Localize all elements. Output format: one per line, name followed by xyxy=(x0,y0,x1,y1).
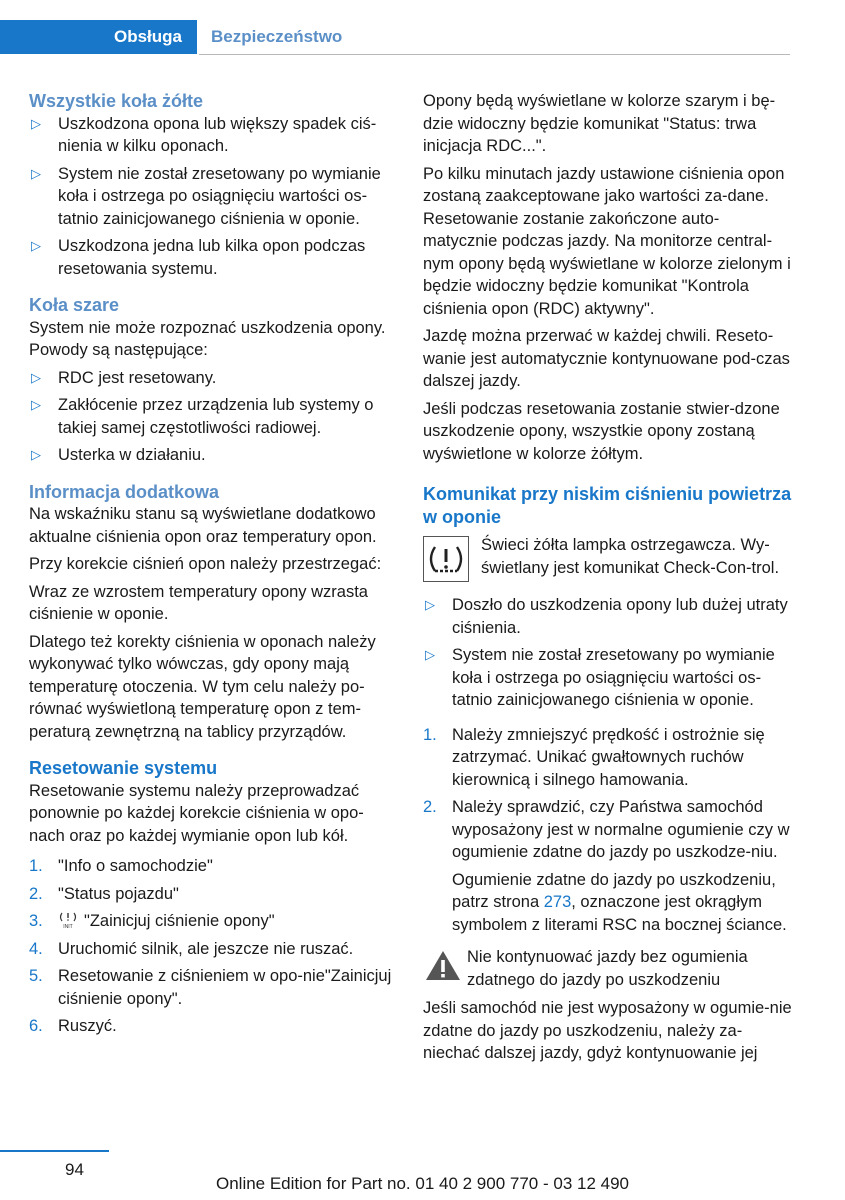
list-item-text: Należy sprawdzić, czy Państwa samochód wyposażony jest w normalne ogumienie czy w ogumienie zdatne do jazdy po uszkodze-niu. xyxy=(452,798,790,861)
warning-text: Nie kontynuować jazdy bez ogumienia zdatnego do jazdy po uszkodzeniu xyxy=(467,948,748,989)
list-item-text: Zakłócenie przez urządzenia lub systemy o takiej samej częstotliwości radiowej. xyxy=(58,396,374,437)
paragraph: Na wskaźniku stanu są wyświetlane dodatkowo aktualne ciśnienia opon oraz temperatury opon. xyxy=(29,505,377,546)
list-item xyxy=(423,796,793,864)
list-all-yellow xyxy=(29,113,399,281)
list-item-text: Uszkodzona opona lub większy spadek ciś- nienia w kilku oponach. xyxy=(58,114,377,155)
header-tab-bezpieczenstwo[interactable]: Bezpieczeństwo xyxy=(199,20,790,55)
footer-accent-line xyxy=(0,1150,109,1152)
paragraph: Jazdę można przerwać w każdej chwili. Reseto-wanie jest automatycznie kontynuowane pod-czas dalszej jazdy. xyxy=(423,327,790,390)
list-grey-wheels xyxy=(29,367,399,467)
list-item xyxy=(29,938,399,961)
list-item xyxy=(29,163,399,231)
list-item xyxy=(423,644,793,712)
list-item-text: RDC jest resetowany. xyxy=(58,368,217,387)
list-item xyxy=(29,113,399,158)
page-number: 94 xyxy=(65,1160,84,1179)
warning-triangle-icon xyxy=(423,946,463,986)
list-item xyxy=(29,965,399,1010)
step-number: 1. xyxy=(29,857,43,875)
triangle-bullet-icon: ▷ xyxy=(31,238,41,253)
paragraph: Wraz ze wzrostem temperatury opony wzrasta ciśnienie w oponie. xyxy=(29,582,368,623)
list-item-text: "Status pojazdu" xyxy=(58,884,179,903)
list-item xyxy=(29,444,399,467)
section-title-system-reset: Resetowanie systemu xyxy=(29,758,218,778)
numbered-list-low-pressure-steps xyxy=(423,724,793,864)
list-item-text: Uruchomić silnik, ale jeszcze nie ruszać. xyxy=(58,939,354,958)
list-low-pressure-causes xyxy=(423,594,793,712)
list-item xyxy=(29,367,399,390)
step-number: 1. xyxy=(423,725,437,744)
section-title-grey-wheels: Koła szare xyxy=(29,295,120,315)
list-item xyxy=(29,855,399,878)
list-item xyxy=(29,394,399,439)
paragraph xyxy=(423,869,793,937)
warning-note xyxy=(423,946,793,991)
triangle-bullet-icon: ▷ xyxy=(425,647,435,662)
numbered-list-reset-steps xyxy=(29,855,399,1038)
warning-lamp-text: Świeci żółta lampka ostrzegawcza. Wy-świetlany jest komunikat Check-Con-trol. xyxy=(481,536,780,577)
paragraph: System nie może rozpoznać uszkodzenia opony. Powody są następujące: xyxy=(29,318,386,359)
list-item-text: Uszkodzona jedna lub kilka opon podczas resetowania systemu. xyxy=(58,237,366,278)
list-item-text: System nie został zresetowany po wymianie koła i ostrzega po osiągnięciu wartości os-tatnio zainicjowanego ciśnienia w oponie. xyxy=(452,646,775,709)
step-number: 2. xyxy=(423,798,437,816)
triangle-bullet-icon: ▷ xyxy=(31,447,41,462)
list-item-text: Resetowanie z ciśnieniem w opo-nie"Zainicjuj ciśnienie opony". xyxy=(58,967,392,1008)
page-link-273[interactable]: 273 xyxy=(543,893,572,911)
list-item xyxy=(423,724,793,792)
list-item-text: "Zainicjuj ciśnienie opony" xyxy=(84,912,275,930)
section-title-additional-info: Informacja dodatkowa xyxy=(29,481,220,502)
sub-text: Ogumienie zdatne do jazdy po uszkodzeniu, patrz strona xyxy=(452,870,776,911)
paragraph: Opony będą wyświetlane w kolorze szarym i bę-dzie widoczny będzie komunikat "Status: trwa inicjacja RDC...". xyxy=(423,92,776,155)
triangle-bullet-icon: ▷ xyxy=(31,115,41,131)
step-number: 3. xyxy=(29,912,43,930)
triangle-bullet-icon: ▷ xyxy=(31,369,41,385)
paragraph: Jeśli samochód nie jest wyposażony w ogumie-nie zdatne do jazdy po uszkodzeniu, należy za-niechać dalszej jazdy, gdyż kontynuowanie jej xyxy=(423,999,792,1062)
paragraph: Po kilku minutach jazdy ustawione ciśnienia opon zostaną zaakceptowane jako wartości za-dane. Resetowanie zostanie zakończone auto-matycznie podczas jazdy. Na monitorze central-nym opony będą wyświetlane w kolorze zielonym i będzie widoczny będzie komunikat "Kontrola ciśnienia opon (RDC) aktywny". xyxy=(423,164,791,318)
paragraph: Przy korekcie ciśnień opon należy przestrzegać: xyxy=(29,555,382,573)
tire-pressure-warning-icon xyxy=(423,536,469,582)
header-tab-obsluga[interactable]: Obsługa xyxy=(0,20,197,54)
step-number: 5. xyxy=(29,967,43,985)
sub-text: , oznaczone jest okrągłym symbolem z literami RSC na bocznej ściance. xyxy=(452,893,787,934)
section-title-all-yellow: Wszystkie koła żółte xyxy=(29,91,204,111)
left-column xyxy=(29,90,399,1043)
list-item xyxy=(29,883,399,906)
triangle-bullet-icon: ▷ xyxy=(425,597,435,612)
section-title-low-pressure-message: Komunikat przy niskim ciśnieniu powietrza w oponie xyxy=(423,484,792,527)
svg-text:INIT: INIT xyxy=(63,924,73,929)
right-column xyxy=(423,90,793,1070)
paragraph: Dlatego też korekty ciśnienia w oponach należy wykonywać tylko wówczas, gdy opony mają temperaturę otoczenia. W tym celu należy po-równać wyświetloną temperaturę opon z tem-peraturą zewnętrzną na tablicy przyrządów. xyxy=(29,632,376,741)
warning-lamp-row xyxy=(423,534,793,588)
list-item-text: "Info o samochodzie" xyxy=(58,857,213,875)
footer-edition-text: Online Edition for Part no. 01 40 2 900 770 - 03 12 490 xyxy=(215,1174,629,1193)
list-item-text: System nie został zresetowany po wymianie koła i ostrzega po osiągnięciu wartości os-tatnio zainicjowanego ciśnienia w oponie. xyxy=(58,164,381,228)
step-number: 6. xyxy=(29,1017,43,1035)
list-item-text: Usterka w działaniu. xyxy=(58,446,206,464)
list-item xyxy=(29,235,399,280)
list-item-text: Ruszyć. xyxy=(58,1017,117,1035)
triangle-bullet-icon: ▷ xyxy=(31,165,41,181)
paragraph: Jeśli podczas resetowania zostanie stwier-dzone uszkodzenie opony, wszystkie opony zostaną wyświetlone w kolorze żółtym. xyxy=(423,399,780,463)
list-item-text: Doszło do uszkodzenia opony lub dużej utraty ciśnienia. xyxy=(452,596,788,637)
step-number: 4. xyxy=(29,939,43,958)
list-item-text: Należy zmniejszyć prędkość i ostrożnie się zatrzymać. Unikać gwałtownych ruchów kierownicą i silnego hamowania. xyxy=(452,725,765,789)
list-item xyxy=(423,594,793,639)
list-item xyxy=(29,1015,399,1038)
triangle-bullet-icon: ▷ xyxy=(31,397,41,412)
paragraph: Resetowanie systemu należy przeprowadzać ponownie po każdej korekcie ciśnienia w opo-nach oraz po każdej wymianie opon lub kół. xyxy=(29,781,364,845)
list-item xyxy=(29,910,399,933)
tire-init-icon xyxy=(58,911,78,929)
step-number: 2. xyxy=(29,884,43,903)
